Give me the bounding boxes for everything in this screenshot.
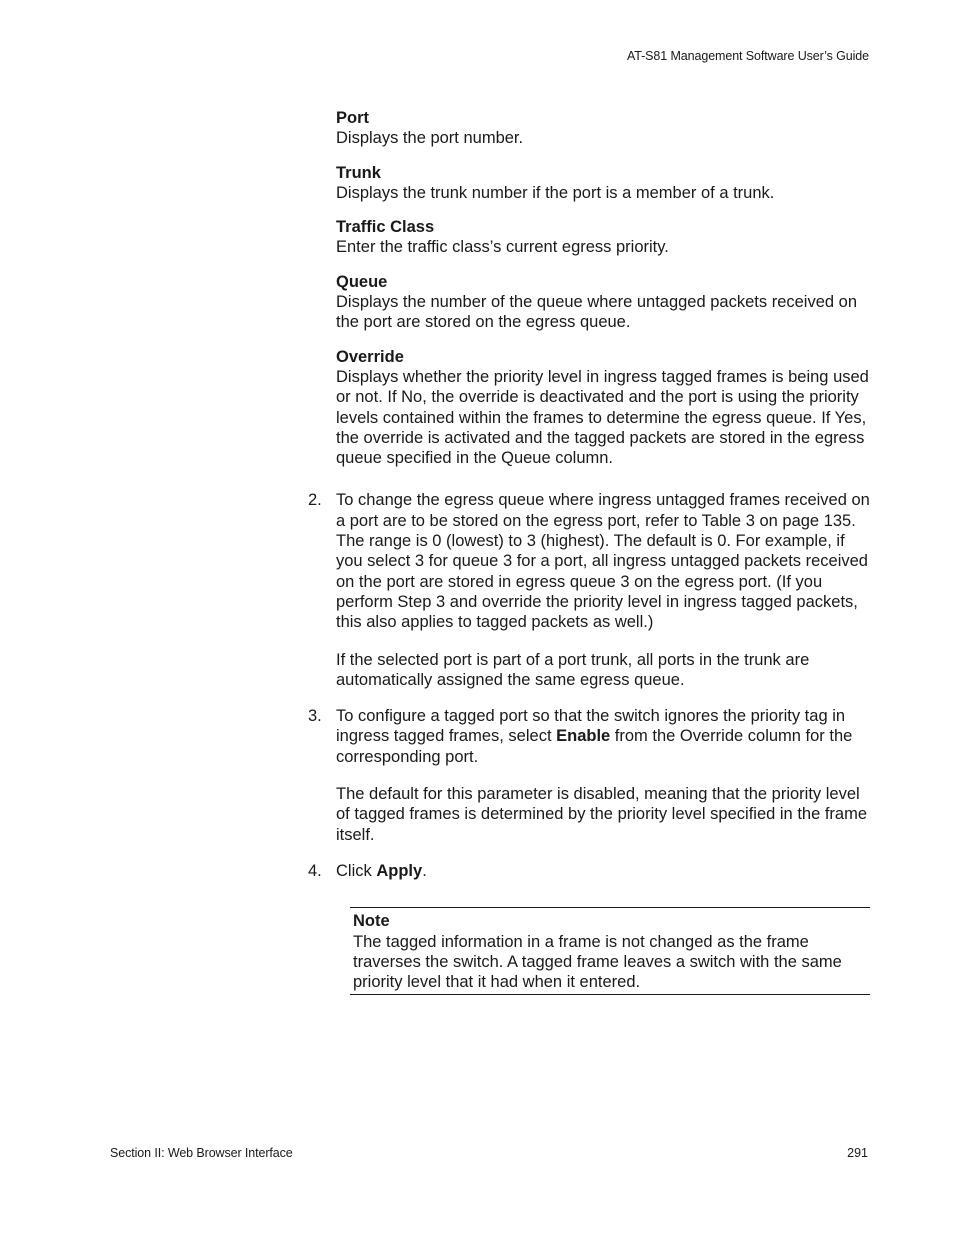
page-content (308, 108, 870, 995)
field-trunk (336, 163, 870, 204)
field-term: Override (336, 347, 404, 366)
step-2 (308, 490, 870, 690)
field-term: Traffic Class (336, 218, 435, 237)
field-traffic-class (336, 217, 870, 258)
field-term: Trunk (336, 163, 381, 182)
step-extra-text: If the selected port is part of a port trunk, all ports in the trunk are automatically assigned the same egress queue. (336, 650, 810, 689)
step-3 (308, 706, 870, 845)
field-description: Displays the number of the queue where untagged packets received on the port are stored on the egress queue. (336, 293, 857, 332)
step-text: To change the egress queue where ingress untagged frames received on a port are to be stored on the egress port, refer to Table 3 on page 135. The range is 0 (lowest) to 3 (highest). The default is 0. For example, if you select 3 for queue 3 for a port, all ingress untagged packets received on the port are stored in egress queue 3 on the egress port. (If you perform Step 3 and override the priority level in ingress tagged packets, this also applies to tagged packets as well.) (336, 491, 870, 632)
footer-section: Section II: Web Browser Interface (110, 1146, 293, 1160)
field-term: Port (336, 109, 369, 127)
step-text-before: To configure a tagged port so that the switch ignores the priority tag in ingress tagged frames, select (336, 707, 846, 746)
step-list (308, 490, 870, 881)
step-bold-term: Enable (556, 727, 611, 746)
field-description: Enter the traffic class’s current egress priority. (336, 238, 669, 257)
step-number: 2. (308, 491, 322, 510)
field-queue (336, 272, 870, 333)
step-text-before: Click (336, 861, 377, 880)
step-4 (308, 861, 870, 881)
note-title: Note (353, 912, 390, 931)
page-number: 291 (847, 1146, 868, 1160)
step-text (336, 706, 870, 767)
field-term: Queue (336, 272, 388, 291)
field-description: Displays whether the priority level in ingress tagged frames is being used or not. If No, the override is deactivated and the port is using the priority levels contained within the frames to determine the egress queue. If Yes, the override is activated and the tagged packets are stored in the egress queue specified in the Queue column. (336, 367, 869, 468)
step-text-after: . (422, 861, 427, 880)
note-text: The tagged information in a frame is not changed as the frame traverses the switch. A tagged frame leaves a switch with the same priority level that it had when it entered. (353, 932, 842, 992)
step-text-after: from the Override column for the corresponding port. (336, 727, 853, 766)
step-bold-term: Apply (376, 861, 423, 880)
step-text (336, 861, 870, 881)
running-header: AT-S81 Management Software User’s Guide (626, 49, 869, 63)
step-number: 3. (308, 707, 322, 726)
field-description: Displays the trunk number if the port is a member of a trunk. (336, 183, 775, 202)
field-override (336, 347, 870, 469)
field-port (336, 108, 870, 149)
note-box (350, 907, 870, 995)
field-description: Displays the port number. (336, 129, 524, 148)
step-number: 4. (308, 861, 322, 880)
step-extra-text: The default for this parameter is disabled, meaning that the priority level of tagged frames is determined by the priority level specified in the frame itself. (336, 785, 868, 844)
